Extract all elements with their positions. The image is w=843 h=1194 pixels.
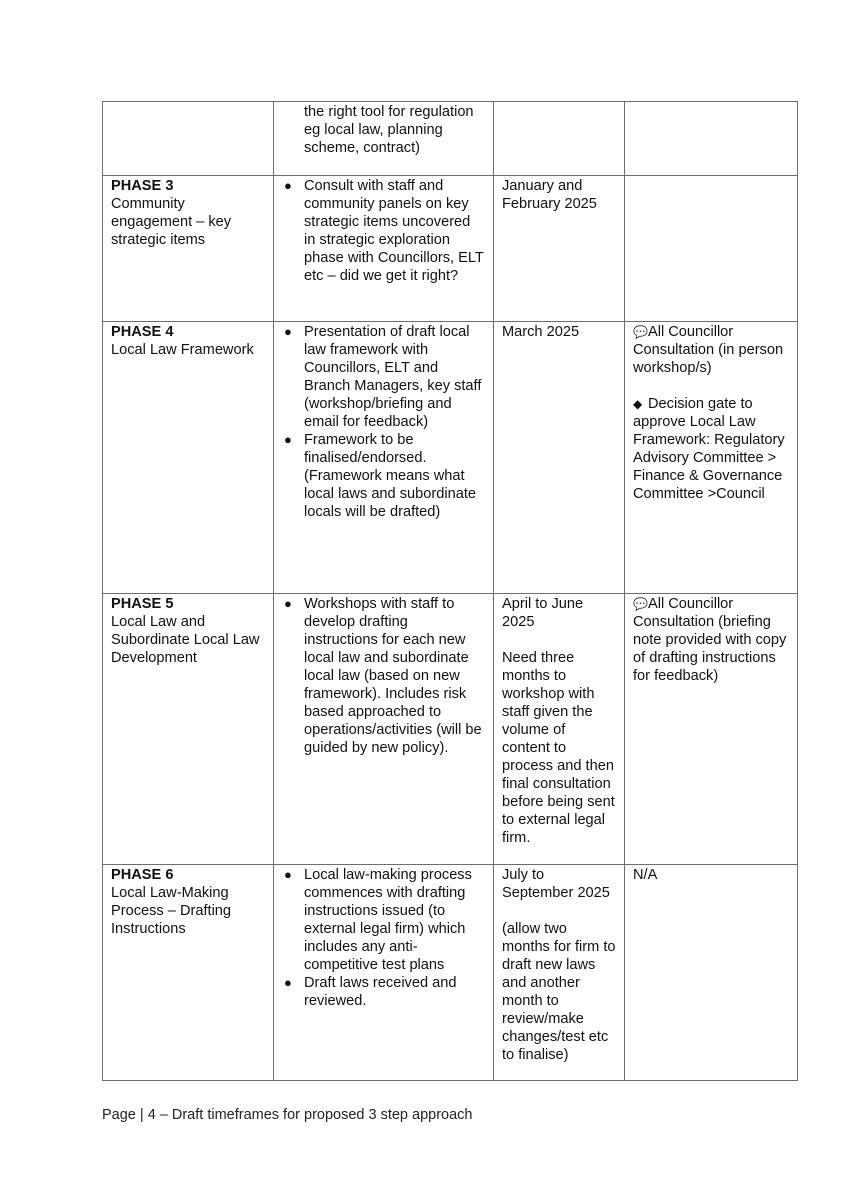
timeframe-note: Need three months to workshop with staff given the volume of content to process and then final consultation before being sent to external legal firm. <box>502 650 615 846</box>
table-row <box>103 322 798 594</box>
actions-cell <box>274 102 494 176</box>
timeframe-text: July to September 2025 <box>502 867 610 901</box>
bullet-dot: ● <box>284 867 292 882</box>
bullet-list <box>282 595 485 757</box>
table-row <box>103 102 798 176</box>
timeframe-cell <box>494 322 625 594</box>
speech-bubble-icon: 💬 <box>633 597 648 611</box>
engagement-text: N/A <box>633 867 658 883</box>
timeframe-cell <box>494 594 625 865</box>
engagement-item: ◆ Decision gate to approve Local Law Framework: Regulatory Advisory Committee > Finance & Governance Committee >Council <box>633 396 785 502</box>
phase-cell <box>103 594 274 865</box>
list-item: ● Consult with staff and community panels on key strategic items uncovered in strategic exploration phase with Councillors, ELT etc – did we get it right? <box>284 178 484 284</box>
bullet-list <box>282 177 485 285</box>
timeframe-text: April to June 2025 <box>502 596 584 630</box>
bullet-dot: ● <box>284 432 292 447</box>
timeframe-text: January and February 2025 <box>502 178 597 212</box>
phase-title: Local Law-Making Process – Drafting Instructions <box>111 885 232 937</box>
engagement-cell <box>625 176 798 322</box>
speech-bubble-icon: 💬 <box>633 325 648 339</box>
list-item: ● Draft laws received and reviewed. <box>284 975 457 1009</box>
phase-cell <box>103 176 274 322</box>
phase-cell <box>103 865 274 1081</box>
table-row <box>103 594 798 865</box>
engagement-cell <box>625 322 798 594</box>
bullet-dot: ● <box>284 596 292 611</box>
table-row <box>103 176 798 322</box>
bullet-dot: ● <box>284 178 292 193</box>
engagement-item: 💬All Councillor Consultation (briefing note provided with copy of drafting instructions for feedback) <box>633 596 787 684</box>
page-footer: Page | 4 – Draft timeframes for proposed 3 step approach <box>102 1107 473 1123</box>
bullet-dot: ● <box>284 324 292 339</box>
timeframe-cell <box>494 865 625 1081</box>
phase-label: PHASE 3 <box>111 178 174 194</box>
continued-bullet-text: the right tool for regulation eg local law, planning scheme, contract) <box>304 104 474 156</box>
phase-title: Local Law and Subordinate Local Law Development <box>111 614 260 666</box>
phase-label: PHASE 5 <box>111 596 174 612</box>
actions-cell <box>274 594 494 865</box>
actions-cell <box>274 322 494 594</box>
diamond-icon: ◆ <box>633 397 643 411</box>
phases-table <box>102 101 798 1081</box>
actions-cell <box>274 176 494 322</box>
phase-label: PHASE 4 <box>111 324 174 340</box>
phase-title: Community engagement – key strategic items <box>111 196 232 248</box>
timeframe-cell <box>494 102 625 176</box>
table-row <box>103 865 798 1081</box>
engagement-item: 💬All Councillor Consultation (in person workshop/s) <box>633 324 784 376</box>
phase-label: PHASE 6 <box>111 867 174 883</box>
phase-title: Local Law Framework <box>111 342 254 358</box>
list-item: ● Workshops with staff to develop drafting instructions for each new local law and subordinate local law (based on new framework). Includes risk based approached to operations/activities (will be guided by new policy). <box>284 596 482 756</box>
engagement-cell <box>625 102 798 176</box>
phase-cell <box>103 322 274 594</box>
timeframe-note: (allow two months for firm to draft new laws and another month to review/make changes/test etc to finalise) <box>502 921 616 1063</box>
engagement-cell <box>625 865 798 1081</box>
list-item: ● Framework to be finalised/endorsed. (Framework means what local laws and subordinate locals will be drafted) <box>284 432 476 520</box>
phase-cell <box>103 102 274 176</box>
actions-cell <box>274 865 494 1081</box>
bullet-dot: ● <box>284 975 292 990</box>
engagement-cell <box>625 594 798 865</box>
bullet-list <box>282 323 485 521</box>
list-item: ● Presentation of draft local law framework with Councillors, ELT and Branch Managers, key staff (workshop/briefing and email for feedback) <box>284 324 482 430</box>
list-item: ● Local law-making process commences with drafting instructions issued (to external legal firm) which includes any anti-competitive test plans <box>284 867 472 973</box>
bullet-list <box>282 866 485 1010</box>
timeframe-text: March 2025 <box>502 324 580 340</box>
timeframe-cell <box>494 176 625 322</box>
